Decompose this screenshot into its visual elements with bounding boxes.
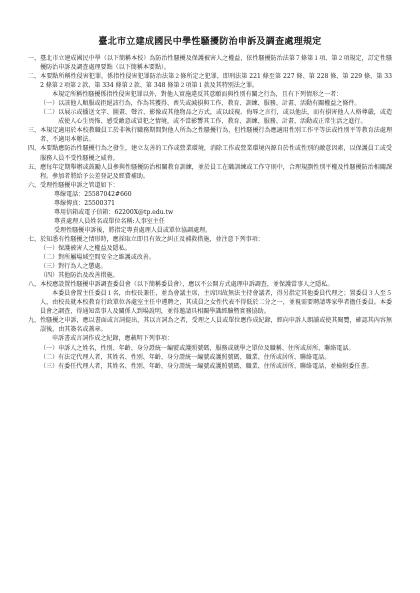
- numbered-paragraph: [28, 72, 392, 90]
- numbered-paragraph: [28, 280, 392, 289]
- paragraph-text: 保護被害人之權益及隱私。: [58, 244, 131, 252]
- numbered-paragraph: [28, 262, 392, 271]
- paragraph-marker: 一、: [28, 55, 41, 62]
- paragraph-text: 對所屬場域空間安全之維護或改善。: [58, 254, 155, 262]
- paragraph-text: 本要點應防治性騷擾行為之發生，建立友善的工作或營業環境，消除工作或營業環境內源自於性或性別的敵意因素，以保護員工或受服務人員不受性騷擾之威脅。: [40, 145, 392, 162]
- numbered-paragraph: [28, 108, 392, 126]
- paragraph-text: 本規定適用於本校教職員工於非執行職務期間對他人所為之性騷擾行為，但性騷擾行為應適用性別工作平等法或性別平等教育法處理者，不適用本辦法。: [40, 127, 392, 144]
- paragraph-marker: （一）: [40, 244, 59, 252]
- paragraph-marker: （三）: [40, 362, 59, 370]
- paragraph: [28, 208, 392, 217]
- paragraph-marker: 七、: [28, 235, 41, 243]
- paragraph-marker: 六、: [28, 181, 41, 189]
- numbered-paragraph: [28, 99, 392, 108]
- numbered-paragraph: [28, 235, 392, 244]
- paragraph: [28, 217, 392, 226]
- paragraph-text: 其他防治及改善措施。: [58, 272, 119, 280]
- numbered-paragraph: [28, 54, 392, 72]
- paragraph-marker: 八、: [28, 281, 41, 289]
- paragraph-text: 有委任代理人者，其姓名、性別、年齡、身分證統一編號或護照號碼、職業、住所或居所、聯絡電話，並檢附委任書。: [58, 362, 373, 370]
- numbered-paragraph: [28, 271, 392, 280]
- paragraph-marker: 九、: [28, 317, 41, 325]
- paragraph-marker: （一）: [40, 344, 59, 352]
- numbered-paragraph: [28, 253, 392, 262]
- paragraph-text: 申訴人之姓名、性別、年齡、身分證統一編號或護照號碼、服務或就學之單位及職稱、住所或居所、聯絡電話。: [58, 344, 355, 352]
- paragraph-marker: （二）: [40, 353, 59, 361]
- paragraph-text: 對行為人之懲處。: [58, 263, 107, 271]
- numbered-paragraph: [28, 126, 392, 144]
- paragraph-text: 以該他人順服或拒絕該行為，作為其獲得、喪失或減損與工作、教育、訓練、服務、計畫、活動有關權益之條件。: [58, 100, 361, 108]
- paragraph-marker: 五、: [28, 163, 41, 171]
- paragraph: [28, 289, 392, 316]
- paragraph: [28, 190, 392, 199]
- numbered-paragraph: [28, 353, 392, 362]
- paragraph-marker: （四）: [40, 272, 59, 280]
- paragraph-marker: 四、: [28, 145, 41, 153]
- paragraph-text: 本委員會置主任委員１名，由校長兼任，並為會議主席，主席因故無法主持會議者，得另指定其他委員代理之；置委員３人至５人，由校長就本校教育行政單位各處室主任中遴聘之，其成員之女性代表不得低於二分之一，並視需要聘請專家學者擔任委員。本委員會之調查，得通知當事人及關係人到場說明，並得邀請具相關學識經驗暨實務協助。: [40, 290, 392, 316]
- paragraph-text: 以展示或播送文字、圖畫、聲音、影像或其他物品之方式，或以歧視、侮辱之言行，或以他法，而有損害他人人格尊嚴，或造成使人心生畏怖、感受敵意或冒犯之情境，或不當影響其工作、教育、訓練、服務、計畫、活動或正常生活之進行。: [58, 109, 392, 126]
- paragraph-text: 有法定代理人者，其姓名、性別、年齡、身分證統一編號或護照號碼、職業、住所或居所、聯絡電話。: [58, 353, 331, 361]
- paragraph-text: 申訴書或言詞作成之紀錄，應載明下列事項：: [52, 335, 173, 343]
- numbered-paragraph: [28, 144, 392, 162]
- numbered-paragraph: [28, 362, 392, 371]
- numbered-paragraph: [28, 316, 392, 334]
- paragraph-text: 本校應設置性騷擾申訴調查委員會（以下簡稱委員會），應以不公開方式處理申訴調查，並保護當事人之隱私。: [40, 281, 334, 289]
- paragraph: [28, 90, 392, 99]
- paragraph-marker: 二、: [28, 73, 41, 81]
- numbered-paragraph: [28, 181, 392, 190]
- paragraph: [28, 334, 392, 343]
- paragraph-text: 臺北市立建成國民中學（以下簡稱本校）為防治性騷擾及保護被害人之權益，依性騷擾防治法第７條第１項、第２項規定，訂定性騷擾防治申訴及調查處理要點（以下簡稱本要點）。: [40, 55, 392, 72]
- paragraph-text: 性騷擾之申訴，應以書面或言詞提出，其以言詞為之者，受理之人員或單位應作成紀錄，經向申訴人朗讀或使其閱覽，確認其內容無誤後，由其簽名或蓋章。: [40, 317, 392, 334]
- paragraph-text: 受理性騷擾申訴之管道如下：: [40, 181, 119, 189]
- paragraph-text: 本規定所稱性騷擾係指性侵害犯罪以外，對他人實施違反其意願而與性別有關之行為，且有下列情形之一者：: [52, 91, 343, 99]
- paragraph-text: 本要點所稱性侵害犯罪，係指性侵害犯罪防治法第２條所定之犯罪，即刑法第 221 條至第 227 條、第 228 條、第 229 條、第 332 條第２項第２款、第 334 條第２款、第 348 條第２項第１款及其特別法之罪。: [40, 73, 392, 90]
- paragraph-marker: （二）: [40, 254, 59, 262]
- paragraph-marker: 三、: [28, 127, 41, 135]
- paragraph-text: 專用信箱或電子信箱：62200X@tp.edu.tw: [54, 208, 174, 216]
- paragraph-marker: （三）: [40, 263, 59, 271]
- paragraph-text: 應每年定期舉辦或鼓勵人員參與性騷擾防治相關教育訓練，並於員工在職訓練或工作守則中，合理規劃性別平權及性騷擾防治相關課程。參加者將給予公差登記及經費補助。: [40, 163, 392, 180]
- paragraph-text: 專線傳真：25500371: [54, 199, 116, 207]
- document-body: [28, 54, 392, 371]
- paragraph-marker: （一）: [40, 100, 59, 108]
- paragraph-text: 於知悉有性騷擾之情形時，應採取立即且有效之糾正及補救措施，並注意下列事項：: [40, 235, 264, 243]
- paragraph: [28, 226, 392, 235]
- numbered-paragraph: [28, 344, 392, 353]
- numbered-paragraph: [28, 163, 392, 181]
- numbered-paragraph: [28, 244, 392, 253]
- paragraph: [28, 199, 392, 208]
- document-title: 臺北市立建成國民中學性騷擾防治申訴及調查處理規定: [98, 37, 322, 47]
- paragraph-text: 受理性騷擾申訴後，將指定專責處理人員或單位協調處理。: [54, 226, 212, 234]
- paragraph-text: 專責處理人員姓名或單位名稱:人事室主任: [54, 217, 165, 225]
- paragraph-marker: （二）: [40, 109, 59, 117]
- paragraph-text: 專線電話：25587042#660: [54, 190, 132, 198]
